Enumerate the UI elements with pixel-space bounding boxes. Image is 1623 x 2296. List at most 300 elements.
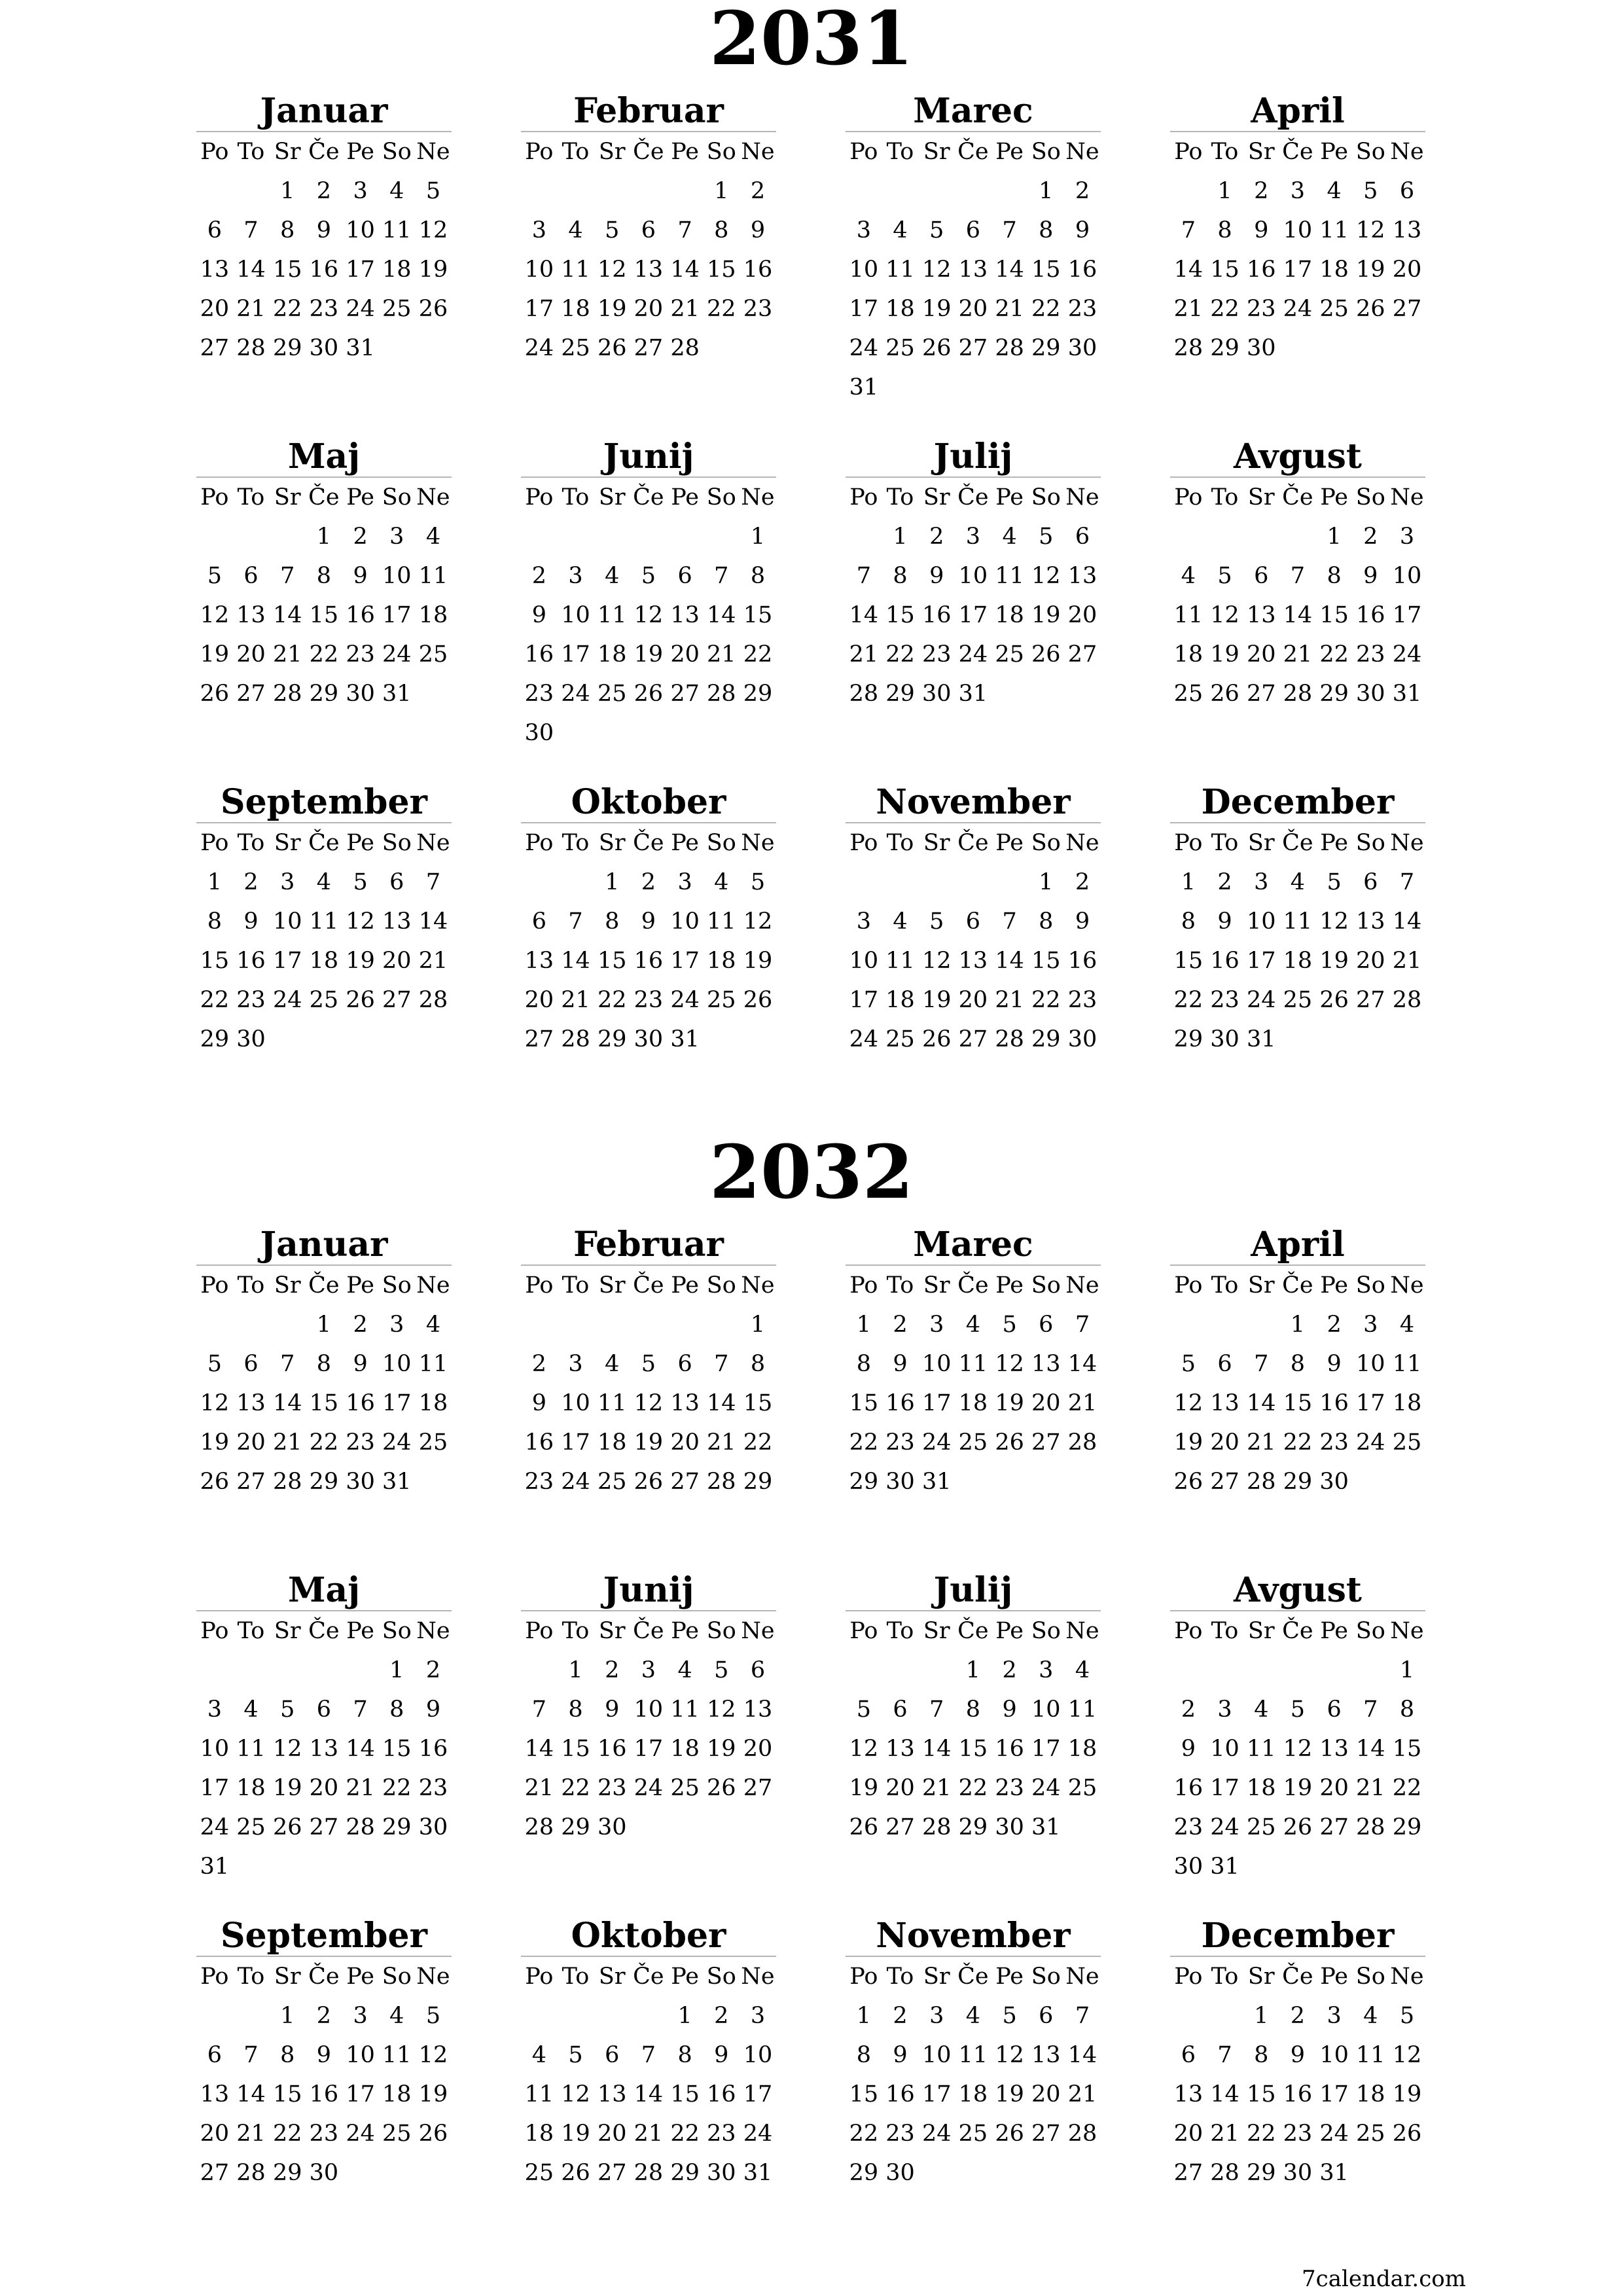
day-cell: 28 (1246, 1469, 1276, 1495)
empty-cell (955, 2153, 991, 2193)
weekday-label: Pe (346, 484, 374, 511)
weekday-label: Sr (598, 1272, 626, 1299)
day-cell: 19 (1173, 1429, 1204, 1456)
week-row (521, 2075, 776, 2114)
day-cell: 22 (1173, 987, 1204, 1013)
day-cell: 3 (1399, 524, 1415, 550)
empty-cell (1064, 1808, 1101, 1847)
day-cell: 26 (743, 987, 773, 1013)
week-row (1170, 1690, 1425, 1729)
day-cell: 26 (921, 335, 952, 361)
day-cell: 4 (243, 1696, 259, 1723)
day-cell: 3 (1217, 1696, 1232, 1723)
empty-cell (1389, 1462, 1425, 1501)
day-cell: 6 (1039, 2003, 1054, 2029)
weekday-label: Ne (1065, 484, 1099, 511)
weekday-header (846, 132, 1101, 171)
empty-cell (269, 517, 306, 556)
month-april (1170, 92, 1425, 368)
day-cell: 7 (1002, 908, 1017, 935)
weekday-label: Po (525, 139, 554, 165)
day-cell: 22 (1283, 1429, 1313, 1456)
day-cell: 3 (1327, 2003, 1342, 2029)
day-cell: 26 (1173, 1469, 1204, 1495)
day-cell: 26 (1283, 1814, 1313, 1840)
weekday-label: To (562, 139, 590, 165)
day-cell: 21 (524, 1775, 554, 1801)
day-cell: 9 (750, 217, 766, 243)
day-cell: 29 (309, 681, 339, 707)
weekday-label: To (886, 1272, 914, 1299)
weekday-header (196, 132, 452, 171)
day-cell: 10 (382, 563, 412, 589)
day-cell: 23 (885, 1429, 915, 1456)
weekday-label: Po (1174, 830, 1203, 856)
empty-cell (630, 1996, 667, 2036)
day-cell: 19 (1210, 641, 1240, 668)
day-cell: 27 (309, 1814, 339, 1840)
month-name: Januar (196, 92, 452, 132)
empty-cell (415, 1847, 452, 1886)
weekday-label: Po (525, 1618, 554, 1644)
day-cell: 4 (1363, 2003, 1378, 2029)
day-cell: 2 (1327, 1312, 1342, 1338)
day-cell: 13 (1031, 1351, 1061, 1377)
weekday-label: Ne (741, 1272, 775, 1299)
week-row (521, 1768, 776, 1808)
day-cell: 4 (1399, 1312, 1415, 1338)
week-row (521, 713, 776, 753)
day-cell: 26 (561, 2160, 590, 2186)
empty-cell (1279, 1020, 1316, 1059)
month-december (1170, 783, 1425, 1059)
day-cell: 8 (750, 1351, 766, 1377)
day-cell: 16 (346, 602, 375, 628)
month-januar (196, 92, 452, 368)
empty-cell (594, 517, 630, 556)
day-cell: 3 (965, 524, 981, 550)
day-cell: 28 (707, 681, 736, 707)
day-cell: 24 (561, 681, 590, 707)
day-cell: 4 (425, 524, 441, 550)
weekday-header (1170, 132, 1425, 171)
weekday-label: Če (633, 1964, 664, 1990)
weekday-label: Pe (671, 484, 699, 511)
weekday-label: Če (308, 830, 340, 856)
week-row (521, 902, 776, 941)
day-cell: 26 (1210, 681, 1240, 707)
day-cell: 19 (200, 641, 230, 668)
day-cell: 30 (707, 2160, 736, 2186)
day-cell: 7 (1075, 1312, 1090, 1338)
day-cell: 27 (200, 2160, 230, 2186)
day-cell: 16 (707, 2081, 736, 2108)
day-cell: 25 (670, 1775, 700, 1801)
day-cell: 4 (568, 217, 583, 243)
week-row (1170, 2114, 1425, 2153)
week-row (196, 980, 452, 1020)
day-cell: 8 (605, 908, 620, 935)
day-cell: 19 (200, 1429, 230, 1456)
empty-cell (1170, 1305, 1207, 1344)
day-cell: 6 (316, 1696, 332, 1723)
empty-cell (846, 171, 882, 211)
day-cell: 11 (418, 1351, 448, 1377)
weekday-label: So (1355, 1618, 1385, 1644)
day-cell: 8 (1039, 217, 1054, 243)
empty-cell (1207, 1996, 1243, 2036)
day-cell: 24 (1031, 1775, 1061, 1801)
day-cell: 27 (524, 1026, 554, 1052)
day-cell: 24 (1319, 2121, 1349, 2147)
weekday-label: Ne (1390, 484, 1424, 511)
day-cell: 24 (1356, 1429, 1385, 1456)
week-row (846, 674, 1101, 713)
weekday-header (846, 1266, 1101, 1305)
day-cell: 23 (346, 641, 375, 668)
day-cell: 21 (849, 641, 879, 668)
day-cell: 29 (561, 1814, 590, 1840)
week-row (1170, 517, 1425, 556)
day-cell: 23 (236, 987, 266, 1013)
day-cell: 3 (531, 217, 546, 243)
day-cell: 22 (885, 641, 915, 668)
week-row (1170, 1384, 1425, 1423)
week-row (521, 556, 776, 596)
month-name: Avgust (1170, 437, 1425, 478)
empty-cell (667, 517, 704, 556)
day-cell: 8 (207, 908, 222, 935)
weekday-label: Ne (1390, 1964, 1424, 1990)
empty-cell (918, 171, 955, 211)
day-cell: 7 (531, 1696, 546, 1723)
weekday-label: Po (849, 484, 878, 511)
weekday-label: So (1355, 139, 1385, 165)
day-cell: 2 (714, 2003, 729, 2029)
day-cell: 21 (561, 987, 590, 1013)
day-cell: 18 (418, 602, 448, 628)
day-cell: 8 (1290, 1351, 1306, 1377)
week-row (521, 674, 776, 713)
day-cell: 16 (1246, 257, 1276, 283)
day-cell: 29 (849, 1469, 879, 1495)
day-cell: 7 (1217, 2042, 1232, 2068)
day-cell: 15 (849, 2081, 879, 2108)
day-cell: 10 (1283, 217, 1313, 243)
weekday-label: So (1355, 484, 1385, 511)
day-cell: 15 (885, 602, 915, 628)
weekday-label: Sr (598, 139, 626, 165)
day-cell: 24 (958, 641, 988, 668)
day-cell: 10 (1319, 2042, 1349, 2068)
day-cell: 19 (849, 1775, 879, 1801)
month-februar (521, 1225, 776, 1501)
weekday-label: Sr (1247, 1272, 1275, 1299)
day-cell: 16 (1067, 257, 1097, 283)
empty-cell (882, 863, 919, 902)
weekday-label: Ne (1390, 1618, 1424, 1644)
weekday-label: Pe (995, 1964, 1024, 1990)
week-row (196, 1768, 452, 1808)
day-cell: 20 (1246, 641, 1276, 668)
day-cell: 14 (1356, 1736, 1385, 1762)
day-cell: 4 (605, 1351, 620, 1377)
day-cell: 18 (958, 1390, 988, 1416)
day-cell: 20 (1392, 257, 1422, 283)
day-cell: 25 (1319, 296, 1349, 322)
day-cell: 27 (1067, 641, 1097, 668)
weekday-label: Če (308, 139, 340, 165)
day-cell: 25 (1283, 987, 1313, 1013)
day-cell: 23 (524, 1469, 554, 1495)
day-cell: 1 (1399, 1657, 1415, 1683)
day-cell: 18 (382, 257, 412, 283)
empty-cell (918, 863, 955, 902)
day-cell: 11 (382, 217, 412, 243)
weekday-label: Po (525, 484, 554, 511)
day-cell: 16 (236, 948, 266, 974)
day-cell: 27 (1356, 987, 1385, 1013)
week-row (846, 1305, 1101, 1344)
weekday-label: Pe (1320, 139, 1348, 165)
day-cell: 5 (1399, 2003, 1415, 2029)
weekday-label: Po (525, 1964, 554, 1990)
day-cell: 27 (1246, 681, 1276, 707)
weekday-label: Sr (274, 1272, 301, 1299)
day-cell: 28 (236, 335, 266, 361)
day-cell: 6 (1075, 524, 1090, 550)
day-cell: 1 (1039, 178, 1054, 204)
weekday-label: Če (957, 1272, 989, 1299)
day-cell: 19 (1392, 2081, 1422, 2108)
weekday-label: Ne (416, 830, 450, 856)
day-cell: 30 (633, 1026, 664, 1052)
day-cell: 12 (272, 1736, 302, 1762)
day-cell: 13 (200, 2081, 230, 2108)
month-julij (846, 437, 1101, 713)
day-cell: 29 (309, 1469, 339, 1495)
day-cell: 10 (1031, 1696, 1061, 1723)
weekday-label: So (382, 1272, 412, 1299)
weekday-label: Pe (346, 1964, 374, 1990)
weekday-label: Če (633, 1618, 664, 1644)
day-cell: 22 (272, 2121, 302, 2147)
day-cell: 4 (531, 2042, 546, 2068)
day-cell: 21 (707, 641, 736, 668)
day-cell: 30 (309, 2160, 339, 2186)
day-cell: 7 (1002, 217, 1017, 243)
day-cell: 5 (1039, 524, 1054, 550)
weekday-label: So (1031, 484, 1061, 511)
month-name: Marec (846, 1225, 1101, 1266)
day-cell: 18 (236, 1775, 266, 1801)
weekday-label: So (706, 1272, 736, 1299)
empty-cell (594, 1305, 630, 1344)
weekday-header (846, 1957, 1101, 1996)
day-cell: 28 (1067, 1429, 1097, 1456)
day-cell: 24 (921, 2121, 952, 2147)
day-cell: 27 (633, 335, 664, 361)
day-cell: 7 (714, 563, 729, 589)
day-cell: 1 (568, 1657, 583, 1683)
day-cell: 19 (921, 987, 952, 1013)
day-cell: 19 (995, 1390, 1024, 1416)
weekday-label: Če (308, 484, 340, 511)
day-cell: 29 (1210, 335, 1240, 361)
day-cell: 30 (1319, 1469, 1349, 1495)
day-cell: 16 (1283, 2081, 1313, 2108)
day-cell: 22 (707, 296, 736, 322)
day-cell: 10 (849, 257, 879, 283)
day-cell: 29 (200, 1026, 230, 1052)
day-cell: 5 (714, 1657, 729, 1683)
empty-cell (415, 674, 452, 713)
empty-cell (1389, 1020, 1425, 1059)
day-cell: 12 (921, 948, 952, 974)
weekday-label: Ne (416, 1272, 450, 1299)
empty-cell (1352, 1462, 1389, 1501)
weekday-label: Pe (346, 830, 374, 856)
day-cell: 16 (1067, 948, 1097, 974)
day-cell: 13 (1246, 602, 1276, 628)
day-cell: 9 (316, 217, 332, 243)
day-cell: 11 (524, 2081, 554, 2108)
day-cell: 16 (524, 641, 554, 668)
day-cell: 20 (633, 296, 664, 322)
month-name: Junij (521, 437, 776, 478)
empty-cell (342, 1847, 379, 1886)
day-cell: 20 (670, 1429, 700, 1456)
day-cell: 17 (346, 2081, 375, 2108)
day-cell: 15 (309, 602, 339, 628)
weekday-label: Pe (671, 830, 699, 856)
day-cell: 30 (995, 1814, 1024, 1840)
week-row (521, 863, 776, 902)
empty-cell (269, 1305, 306, 1344)
week-row (196, 171, 452, 211)
day-cell: 24 (382, 1429, 412, 1456)
day-cell: 5 (425, 2003, 441, 2029)
day-cell: 15 (272, 257, 302, 283)
day-cell: 9 (929, 563, 944, 589)
day-cell: 2 (316, 2003, 332, 2029)
day-cell: 24 (272, 987, 302, 1013)
day-cell: 18 (958, 2081, 988, 2108)
day-cell: 19 (418, 2081, 448, 2108)
day-cell: 24 (1392, 641, 1422, 668)
week-row (1170, 2153, 1425, 2193)
weekday-header (1170, 1266, 1425, 1305)
empty-cell (558, 863, 594, 902)
day-cell: 23 (995, 1775, 1024, 1801)
day-cell: 18 (1283, 948, 1313, 974)
week-row (846, 1729, 1101, 1768)
day-cell: 25 (995, 641, 1024, 668)
month-julij (846, 1571, 1101, 1847)
day-cell: 1 (316, 1312, 332, 1338)
week-row (521, 1729, 776, 1768)
day-cell: 9 (425, 1696, 441, 1723)
weekday-label: To (1211, 484, 1239, 511)
day-cell: 17 (200, 1775, 230, 1801)
weekday-label: Sr (923, 484, 950, 511)
day-cell: 12 (995, 1351, 1024, 1377)
day-cell: 3 (856, 217, 871, 243)
empty-cell (1389, 2153, 1425, 2193)
day-cell: 20 (1173, 2121, 1204, 2147)
empty-cell (955, 863, 991, 902)
day-cell: 18 (1173, 641, 1204, 668)
empty-cell (378, 1847, 415, 1886)
weekday-label: Po (849, 830, 878, 856)
day-cell: 8 (280, 2042, 295, 2068)
day-cell: 26 (200, 681, 230, 707)
weekday-label: Če (1282, 830, 1313, 856)
day-cell: 7 (1290, 563, 1306, 589)
empty-cell (1170, 1651, 1207, 1690)
day-cell: 6 (243, 563, 259, 589)
day-cell: 17 (1319, 2081, 1349, 2108)
weekday-label: So (1031, 1618, 1061, 1644)
month-name: Avgust (1170, 1571, 1425, 1611)
day-cell: 5 (929, 217, 944, 243)
day-cell: 31 (849, 374, 879, 401)
empty-cell (1064, 2153, 1101, 2193)
weekday-label: So (706, 139, 736, 165)
day-cell: 5 (605, 217, 620, 243)
day-cell: 4 (893, 217, 908, 243)
footer-brand: 7calendar.com (1302, 2266, 1466, 2292)
day-cell: 25 (561, 335, 590, 361)
empty-cell (630, 1808, 667, 1847)
week-row (196, 1690, 452, 1729)
day-cell: 15 (670, 2081, 700, 2108)
day-cell: 23 (1283, 2121, 1313, 2147)
day-cell: 16 (346, 1390, 375, 1416)
week-row (196, 1996, 452, 2036)
day-cell: 8 (677, 2042, 692, 2068)
day-cell: 23 (309, 2121, 339, 2147)
day-cell: 1 (856, 1312, 871, 1338)
day-cell: 5 (1002, 1312, 1017, 1338)
day-cell: 24 (200, 1814, 230, 1840)
day-cell: 29 (1392, 1814, 1422, 1840)
day-cell: 21 (272, 1429, 302, 1456)
day-cell: 28 (707, 1469, 736, 1495)
week-row (846, 2036, 1101, 2075)
week-row (846, 1651, 1101, 1690)
day-cell: 1 (750, 524, 766, 550)
week-row (846, 556, 1101, 596)
day-cell: 14 (1210, 2081, 1240, 2108)
empty-cell (1027, 1462, 1064, 1501)
day-cell: 16 (885, 2081, 915, 2108)
empty-cell (1027, 674, 1064, 713)
day-cell: 26 (995, 1429, 1024, 1456)
day-cell: 18 (1392, 1390, 1422, 1416)
day-cell: 7 (714, 1351, 729, 1377)
day-cell: 26 (200, 1469, 230, 1495)
weekday-label: Sr (1247, 830, 1275, 856)
day-cell: 26 (1392, 2121, 1422, 2147)
day-cell: 31 (1392, 681, 1422, 707)
week-row (521, 1305, 776, 1344)
day-cell: 7 (243, 2042, 259, 2068)
empty-cell (703, 1808, 740, 1847)
week-row (521, 211, 776, 250)
day-cell: 2 (893, 1312, 908, 1338)
day-cell: 2 (1217, 869, 1232, 895)
